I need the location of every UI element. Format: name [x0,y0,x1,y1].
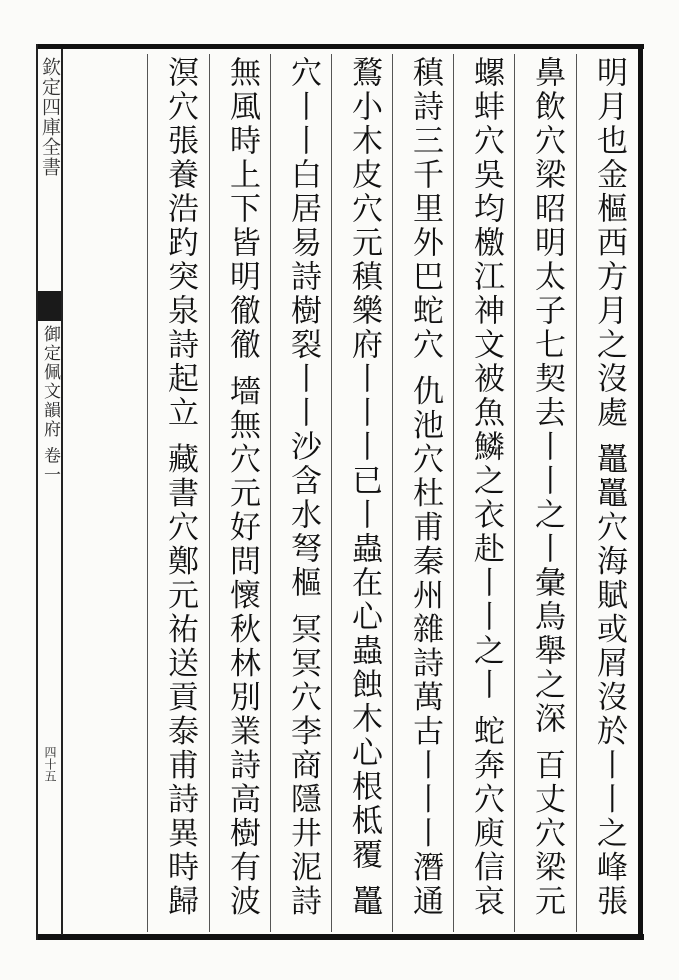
text-column-4: 稹詩三千里外巴蛇穴 仇池穴杜甫秦州雜詩萬古丨丨丨潛通 [407,56,443,919]
text-column-6: 穴丨丨白居易詩樹裂丨丨沙含水弩樞 冥冥穴李商隱井泥詩 [285,56,321,919]
frame-bottom-border [36,934,644,940]
text-column-7: 無風時上下皆明徹徹 墻無穴元好問懷秋林別業詩高樹有波 [224,56,260,919]
frame-top-border [36,44,644,49]
text-column-2: 鼻飲穴梁昭明太子七契去丨丨之丨彙鳥舉之深 百丈穴梁元 [529,56,565,919]
margin-divider [61,49,63,935]
fishtail-mark [38,291,61,321]
text-column-3: 螺蚌穴吳均檄江神文被魚鱗之衣赴丨丨之丨 蛇奔穴庾信哀 [468,56,504,919]
running-title: 欽定四庫全書 [39,57,61,177]
page-number: 四十五 [43,746,57,782]
text-column-1: 明月也金樞西方月之沒處 鼉鼉穴海賦或屑沒於丨丨之峰張 [591,56,627,919]
book-title: 御定佩文韻府 卷一 [40,325,60,485]
text-column-5: 鶩小木皮穴元稹樂府丨丨丨已丨蟲在心蟲蝕木心根柢覆 鼉 [346,56,382,919]
margin-strip [38,49,61,935]
text-column-8: 溟穴張養浩趵突泉詩起立 藏書穴鄭元祐送貢泰甫詩異時歸 [162,56,198,919]
